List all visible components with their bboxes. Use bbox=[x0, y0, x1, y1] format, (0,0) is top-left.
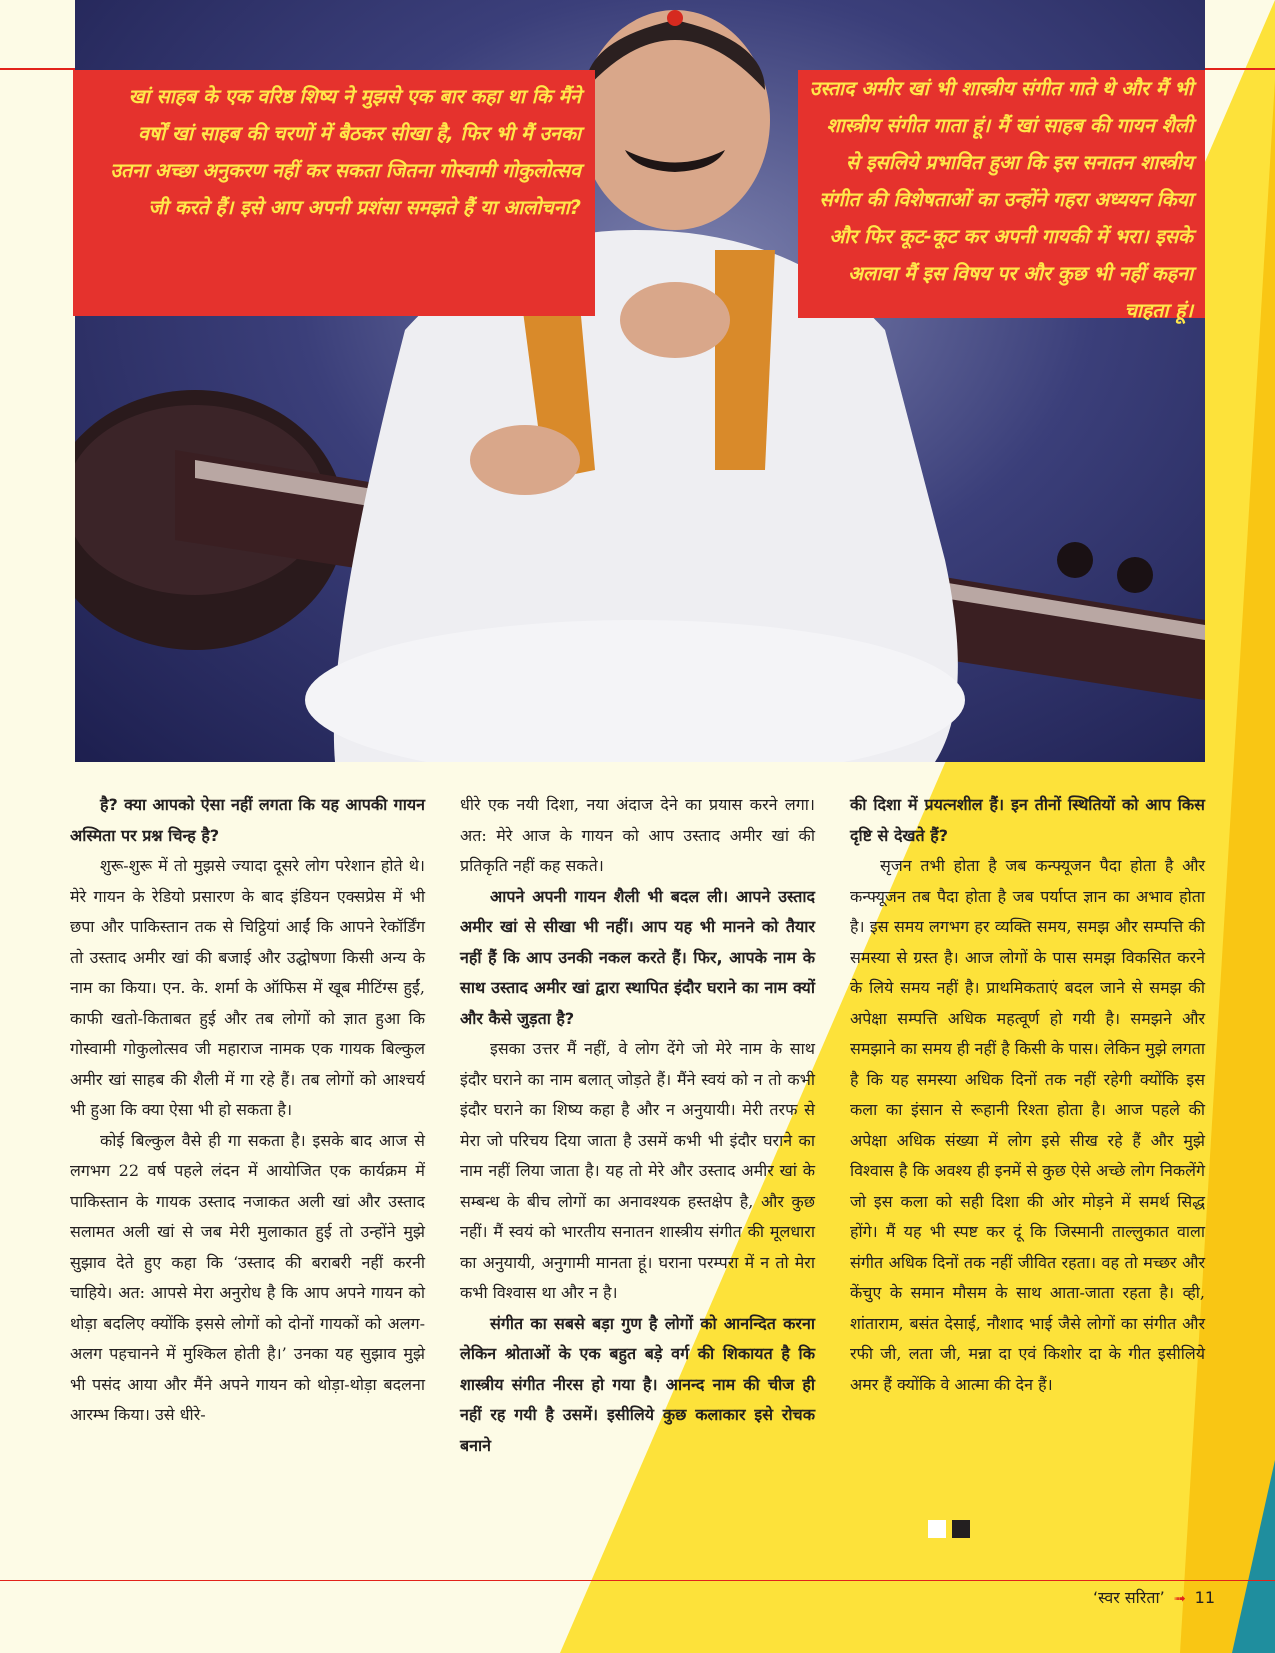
pull-quote-answer bbox=[798, 70, 1205, 322]
end-mark bbox=[928, 1520, 976, 1539]
tanpura-peg bbox=[1117, 557, 1153, 593]
answer-paragraph: इसका उत्तर मैं नहीं, वे लोग देंगे जो मेरे नाम के साथ इंदौर घराने का नाम बलात् जोड़ते हैं। मैंने स्वयं को न तो कभी इंदौर घराने का शिष्य कहा है और न अनुयायी। मेरी तरफ से मेरा जो परिचय दिया जाता है उसमें कभी भी इंदौर घराने का नाम नहीं लिया जाता है। यह तो मेरे और उस्ताद अमीर खां के सम्बन्ध के बीच लोगों का अनावश्यक हस्तक्षेप है, और कुछ नहीं। मैं स्वयं को भारतीय सनातन शास्त्रीय संगीत की मूलधारा का अनुयायी, अनुगामी मानता हूं। घराना परम्परा में न तो मेरा कभी विश्वास था और न है। bbox=[460, 1039, 815, 1302]
face bbox=[580, 10, 770, 230]
answer-paragraph: धीरे एक नयी दिशा, नया अंदाज देने का प्रयास करने लगा। अत: मेरे आज के गायन को आप उस्ताद अमीर खां की प्रतिकृति नहीं कह सकते। bbox=[460, 795, 815, 875]
end-mark-square-black bbox=[952, 1520, 970, 1538]
interview-question: आपने अपनी गायन शैली भी बदल ली। आपने उस्ताद अमीर खां से सीखा भी नहीं। आप यह भी मानने को तैयार नहीं हैं कि आप उनकी नकल करते हैं। फिर, आपके नाम के साथ उस्ताद अमीर खां द्वारा स्थापित इंदौर घराने का नाम क्यों और कैसे जुड़ता है? bbox=[460, 886, 815, 1028]
tilak bbox=[667, 10, 683, 26]
interview-question: की दिशा में प्रयत्नशील हैं। इन तीनों स्थितियों को आप किस दृष्टि से देखते हैं? bbox=[850, 795, 1205, 845]
shawl-right bbox=[715, 250, 775, 470]
magazine-name: ‘स्वर सरिता’ bbox=[1093, 1588, 1165, 1607]
article-column-2 bbox=[460, 790, 815, 1461]
interview-question: संगीत का सबसे बड़ा गुण है लोगों को आनन्दित करना लेकिन श्रोताओं के एक बहुत बड़े वर्ग की शिकायत है कि शास्त्रीय संगीत नीरस हो गया है। आनन्द नाम की चीज ही नहीं रह गयी है उसमें। इसीलिये कुछ कलाकार इसे रोचक बनाने bbox=[460, 1313, 815, 1455]
interview-question: है? क्या आपको ऐसा नहीं लगता कि यह आपकी गायन अस्मिता पर प्रश्न चिन्ह है? bbox=[70, 795, 425, 845]
article-column-3 bbox=[850, 790, 1205, 1400]
answer-paragraph: शुरू-शुरू में तो मुझसे ज्यादा दूसरे लोग परेशान होते थे। मेरे गायन के रेडियो प्रसारण के बाद इंडियन एक्सप्रेस में भी छपा और पाकिस्तान तक से चिट्ठियां आईं कि आपने रेकॉर्डिंग तो उस्ताद अमीर खां की बजाई और उद्घोषणा किसी अन्य के नाम का किया। एन. के. शर्मा के ऑफिस में खूब मीटिंग्स हुईं, काफी खतो-किताबत हुई और तब लोगों को ज्ञात हुआ कि गोस्वामी गोकुलोत्सव जी महाराज नामक एक गायक बिल्कुल अमीर खां साहब की शैली में गा रहे हैं। तब लोगों को आश्चर्य भी हुआ कि क्या ऐसा भी हो सकता है। bbox=[70, 856, 425, 1119]
page-number: 11 bbox=[1194, 1588, 1215, 1607]
pull-quote-question bbox=[73, 70, 595, 316]
answer-paragraph: कोई बिल्कुल वैसे ही गा सकता है। इसके बाद आज से लगभग 22 वर्ष पहले लंदन में आयोजित एक कार्यक्रम में पाकिस्तान के गायक उस्ताद नजाकत अली खां और उस्ताद सलामत अली खां से जब मेरी मुलाकात हुई तो उन्होंने मुझे सुझाव देते हुए कहा कि ‘उस्ताद की बराबरी नहीं करनी चाहिये। अत: आपसे मेरा अनुरोध है कि आप अपने गायन को थोड़ा बदलिए क्योंकि इससे लोगों को दोनों गायकों को अलग-अलग पहचानने में मुश्किल होती है।’ उनका यह सुझाव मुझे भी पसंद आया और मैंने अपने गायन को थोड़ा-थोड़ा बदलना आरम्भ किया। उसे धीरे- bbox=[70, 1130, 425, 1424]
raised-hand bbox=[620, 282, 730, 358]
end-mark-square-white bbox=[928, 1520, 946, 1538]
article-column-1 bbox=[70, 790, 425, 1431]
pull-quote-question-text: खां साहब के एक वरिष्ठ शिष्य ने मुझसे एक बार कहा था कि मैंने वर्षों खां साहब की चरणों में बैठकर सीखा है, फिर भी मैं उनका उतना अच्छा अनुकरण नहीं कर सकता जितना गोस्वामी गोकुलोत्सव जी करते हैं। इसे आप अपनी प्रशंसा समझते हैं या आलोचना? bbox=[110, 85, 581, 219]
pull-quote-answer-text: उस्ताद अमीर खां भी शास्त्रीय संगीत गाते थे और मैं भी शास्त्रीय संगीत गाता हूं। मैं खां साहब की गायन शैली से इसलिये प्रभावित हुआ कि इस सनातन शास्त्रीय संगीत की विशेषताओं का उन्होंने गहरा अध्ययन किया और फिर कूट-कूट कर अपनी गायकी में भरा। इसके अलावा मैं इस विषय पर और कुछ भी नहीं कहना चाहता हूं। bbox=[809, 77, 1193, 322]
answer-paragraph: सृजन तभी होता है जब कन्फ्यूजन पैदा होता है और कन्फ्यूजन तब पैदा होता है जब पर्याप्त ज्ञान का अभाव होता है। इस समय लगभग हर व्यक्ति समय, समझ और सम्पत्ति की समस्या से ग्रस्त है। आज लोगों के पास समझ विकसित करने के लिये समय नहीं है। प्राथमिकताएं बदल जाने से समझ की अपेक्षा सम्पत्ति अधिक महत्वूर्ण हो गयी है। समझने और समझाने का समय ही नहीं है किसी के पास। लेकिन मुझे लगता है कि यह समस्या अधिक दिनों तक नहीं रहेगी क्योंकि इस कला का इंसान से रूहानी रिश्ता होता है। आज पहले की अपेक्षा अधिक संख्या में लोग इसे सीख रहे हैं और मुझे विश्वास है कि अवश्य ही इनमें से कुछ ऐसे अच्छे लोग निकलेंगे जो इस कला को सही दिशा की ओर मोड़ने में समर्थ सिद्ध होंगे। मैं यह भी स्पष्ट कर दूं कि जिस्मानी ताल्लुकात वाला संगीत अधिक दिनों तक नहीं जीवित रहता। वह तो मच्छर और केंचुए के समान मौसम के साथ आता-जाता रहता है। व्ही, शांताराम, बसंत देसाई, नौशाद भाई जैसे लोगों का संगीत और रफी जी, लता जी, मन्ना दा एवं किशोर दा के गीत इसीलिये अमर हैं क्योंकि वे आत्मा की देन हैं। bbox=[850, 856, 1205, 1394]
page-footer bbox=[1093, 1586, 1215, 1608]
hand-on-tanpura bbox=[470, 425, 580, 495]
bottom-rule bbox=[0, 1580, 1275, 1581]
arrow-icon: ➟ bbox=[1173, 1591, 1186, 1607]
tanpura-peg bbox=[1057, 542, 1093, 578]
